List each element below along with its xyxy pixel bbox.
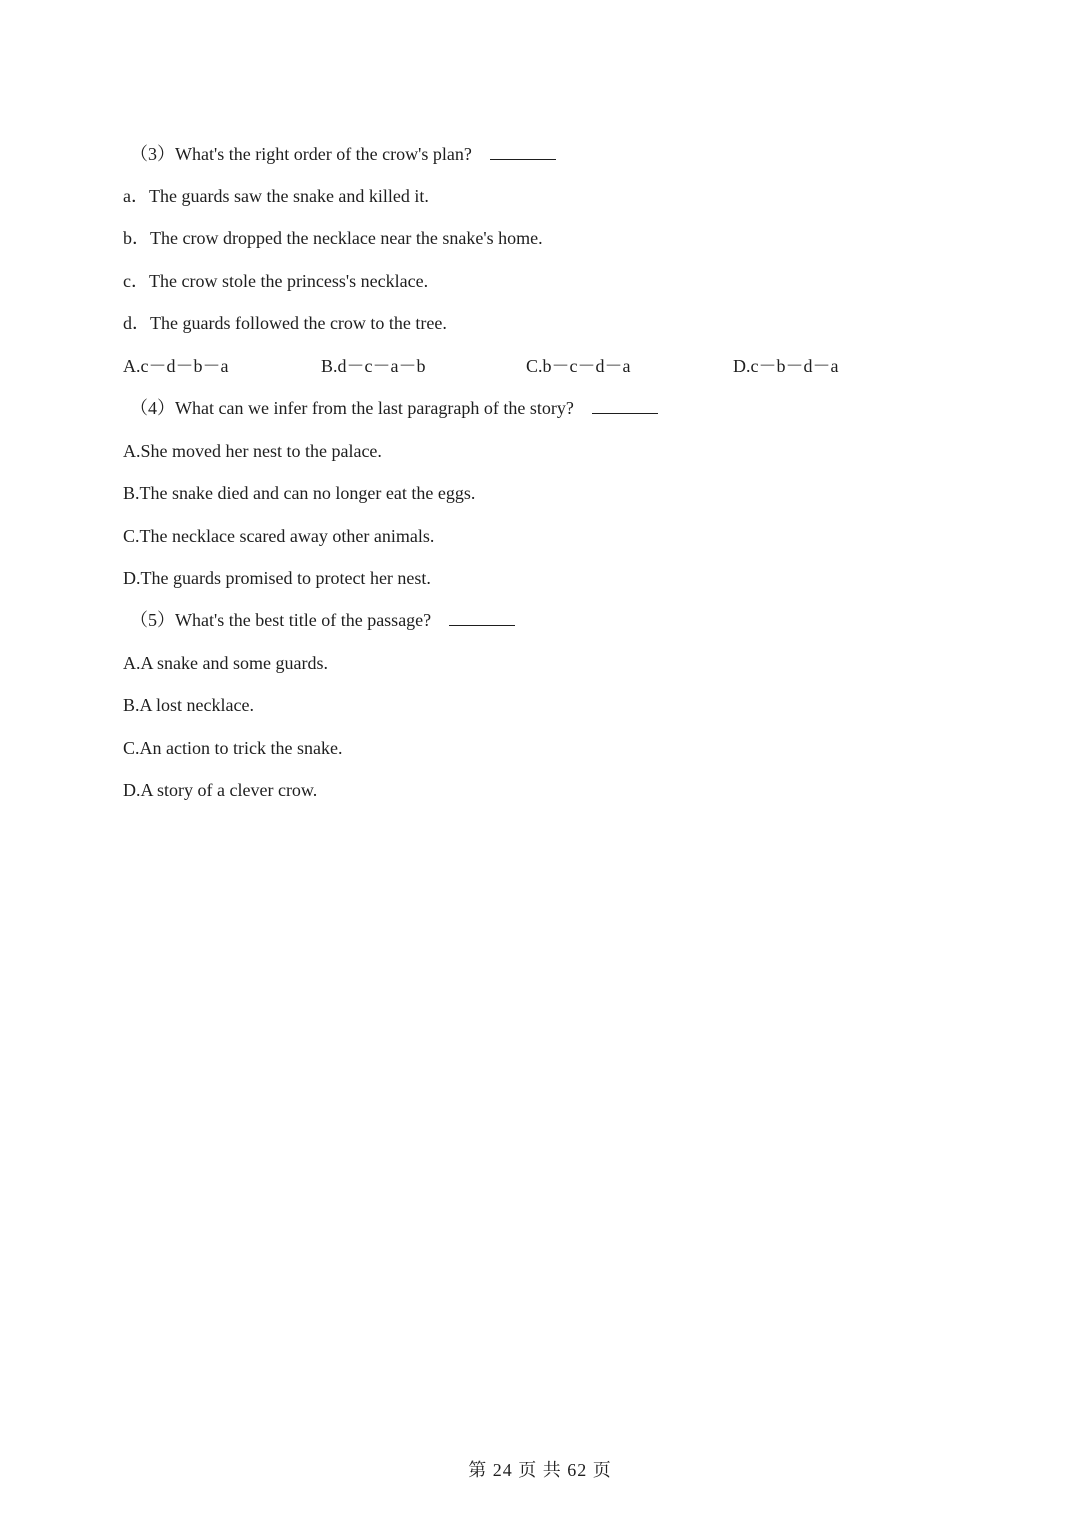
q3-option-d[interactable]: D.c－b－d－a [733, 356, 839, 376]
answer-blank-3[interactable] [490, 145, 556, 160]
page-number-footer: 第 24 页 共 62 页 [468, 1460, 612, 1480]
q4-option-a[interactable]: A.She moved her nest to the palace. [123, 441, 382, 461]
q5-option-d[interactable]: D.A story of a clever crow. [123, 780, 318, 800]
q4-option-b[interactable]: B.The snake died and can no longer eat the eggs. [123, 483, 476, 503]
q3-item-d: d．The guards followed the crow to the tree. [123, 313, 447, 333]
q3-option-b[interactable]: B.d－c－a－b [321, 356, 426, 376]
question-4-stem: （4）What can we infer from the last paragraph of the story? [130, 397, 658, 419]
answer-blank-4[interactable] [592, 399, 658, 414]
q3-item-a: a．The guards saw the snake and killed it. [123, 186, 429, 206]
q5-option-c[interactable]: C.An action to trick the snake. [123, 738, 343, 758]
q3-item-c: c．The crow stole the princess's necklace. [123, 271, 429, 291]
q4-option-c[interactable]: C.The necklace scared away other animals. [123, 526, 435, 546]
answer-blank-5[interactable] [449, 611, 515, 626]
question-3-stem: （3）What's the right order of the crow's plan? [130, 143, 556, 165]
question-5-stem: （5）What's the best title of the passage? [130, 609, 515, 631]
q5-option-b[interactable]: B.A lost necklace. [123, 695, 254, 715]
q3-option-c[interactable]: C.b－c－d－a [526, 356, 631, 376]
q4-option-d[interactable]: D.The guards promised to protect her nest. [123, 568, 431, 588]
q3-option-a[interactable]: A.c－d－b－a [123, 356, 229, 376]
q3-item-b: b．The crow dropped the necklace near the snake's home. [123, 228, 543, 248]
q5-option-a[interactable]: A.A snake and some guards. [123, 653, 328, 673]
